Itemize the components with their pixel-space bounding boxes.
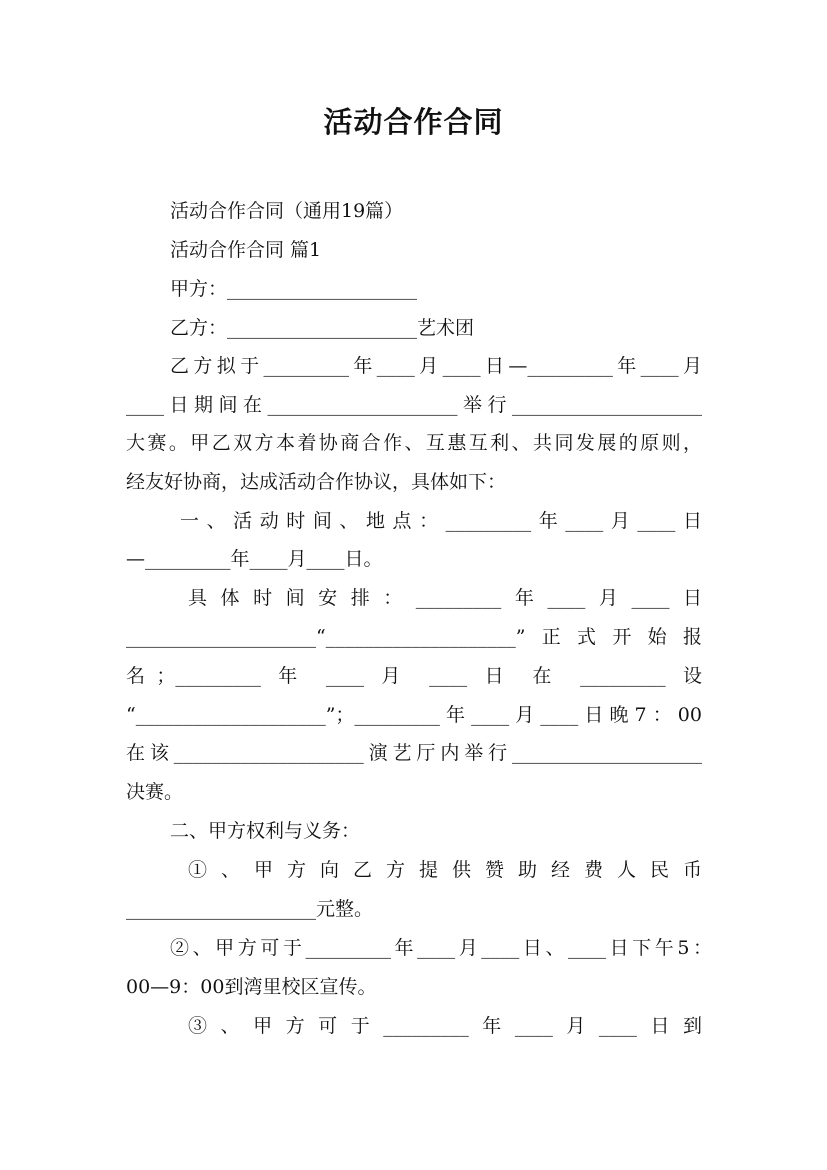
- paragraph-line: 00—9：00到湾里校区宣传。: [126, 976, 377, 998]
- paragraph-line: 活动合作合同 篇1: [170, 239, 322, 261]
- document-title: 活动合作合同: [323, 105, 504, 139]
- paragraph-line: ①、甲方向乙方提供赞助经费人民币: [188, 859, 702, 881]
- paragraph-line: 决赛。: [126, 781, 184, 803]
- section-heading: 二、甲方权利与义务：: [170, 820, 361, 842]
- paragraph-line: ____日期间在____________________举行____________________: [126, 394, 702, 416]
- paragraph-line: ②、甲方可于_________年____月____日、____日下午5：: [170, 937, 712, 959]
- paragraph-line: 名；_________ 年 ____ 月 ____ 日 在 _________ 设: [126, 665, 702, 687]
- paragraph-line: 一、活动时间、地点：_________年____月____日: [180, 510, 702, 532]
- paragraph-line: 乙方拟于_________年____月____日—_________年____月: [170, 355, 702, 377]
- paragraph-line: 在该____________________演艺厅内举行____________________: [126, 742, 702, 764]
- paragraph-line: 甲方：____________________: [170, 278, 418, 300]
- paragraph-line: “____________________”；_________年____月____日晚7：00: [126, 704, 702, 726]
- paragraph-line: —_________年____月____日。: [126, 548, 383, 570]
- paragraph-line: ____________________元整。: [126, 898, 374, 920]
- paragraph-line: 具体时间安排：_________年____月____日: [188, 587, 702, 609]
- paragraph-line: 经友好协商，达成活动合作协议，具体如下：: [126, 471, 507, 493]
- paragraph-line: ____________________“____________________”正式开始报: [126, 626, 702, 648]
- paragraph-line: 大赛。甲乙双方本着协商合作、互惠互利、共同发展的原则，: [126, 432, 702, 454]
- paragraph-line: 活动合作合同（通用19篇）: [170, 200, 404, 222]
- paragraph-line: ③、甲方可于_________年____月____日到: [188, 1015, 702, 1037]
- paragraph-line: 乙方：____________________艺术团: [170, 317, 475, 339]
